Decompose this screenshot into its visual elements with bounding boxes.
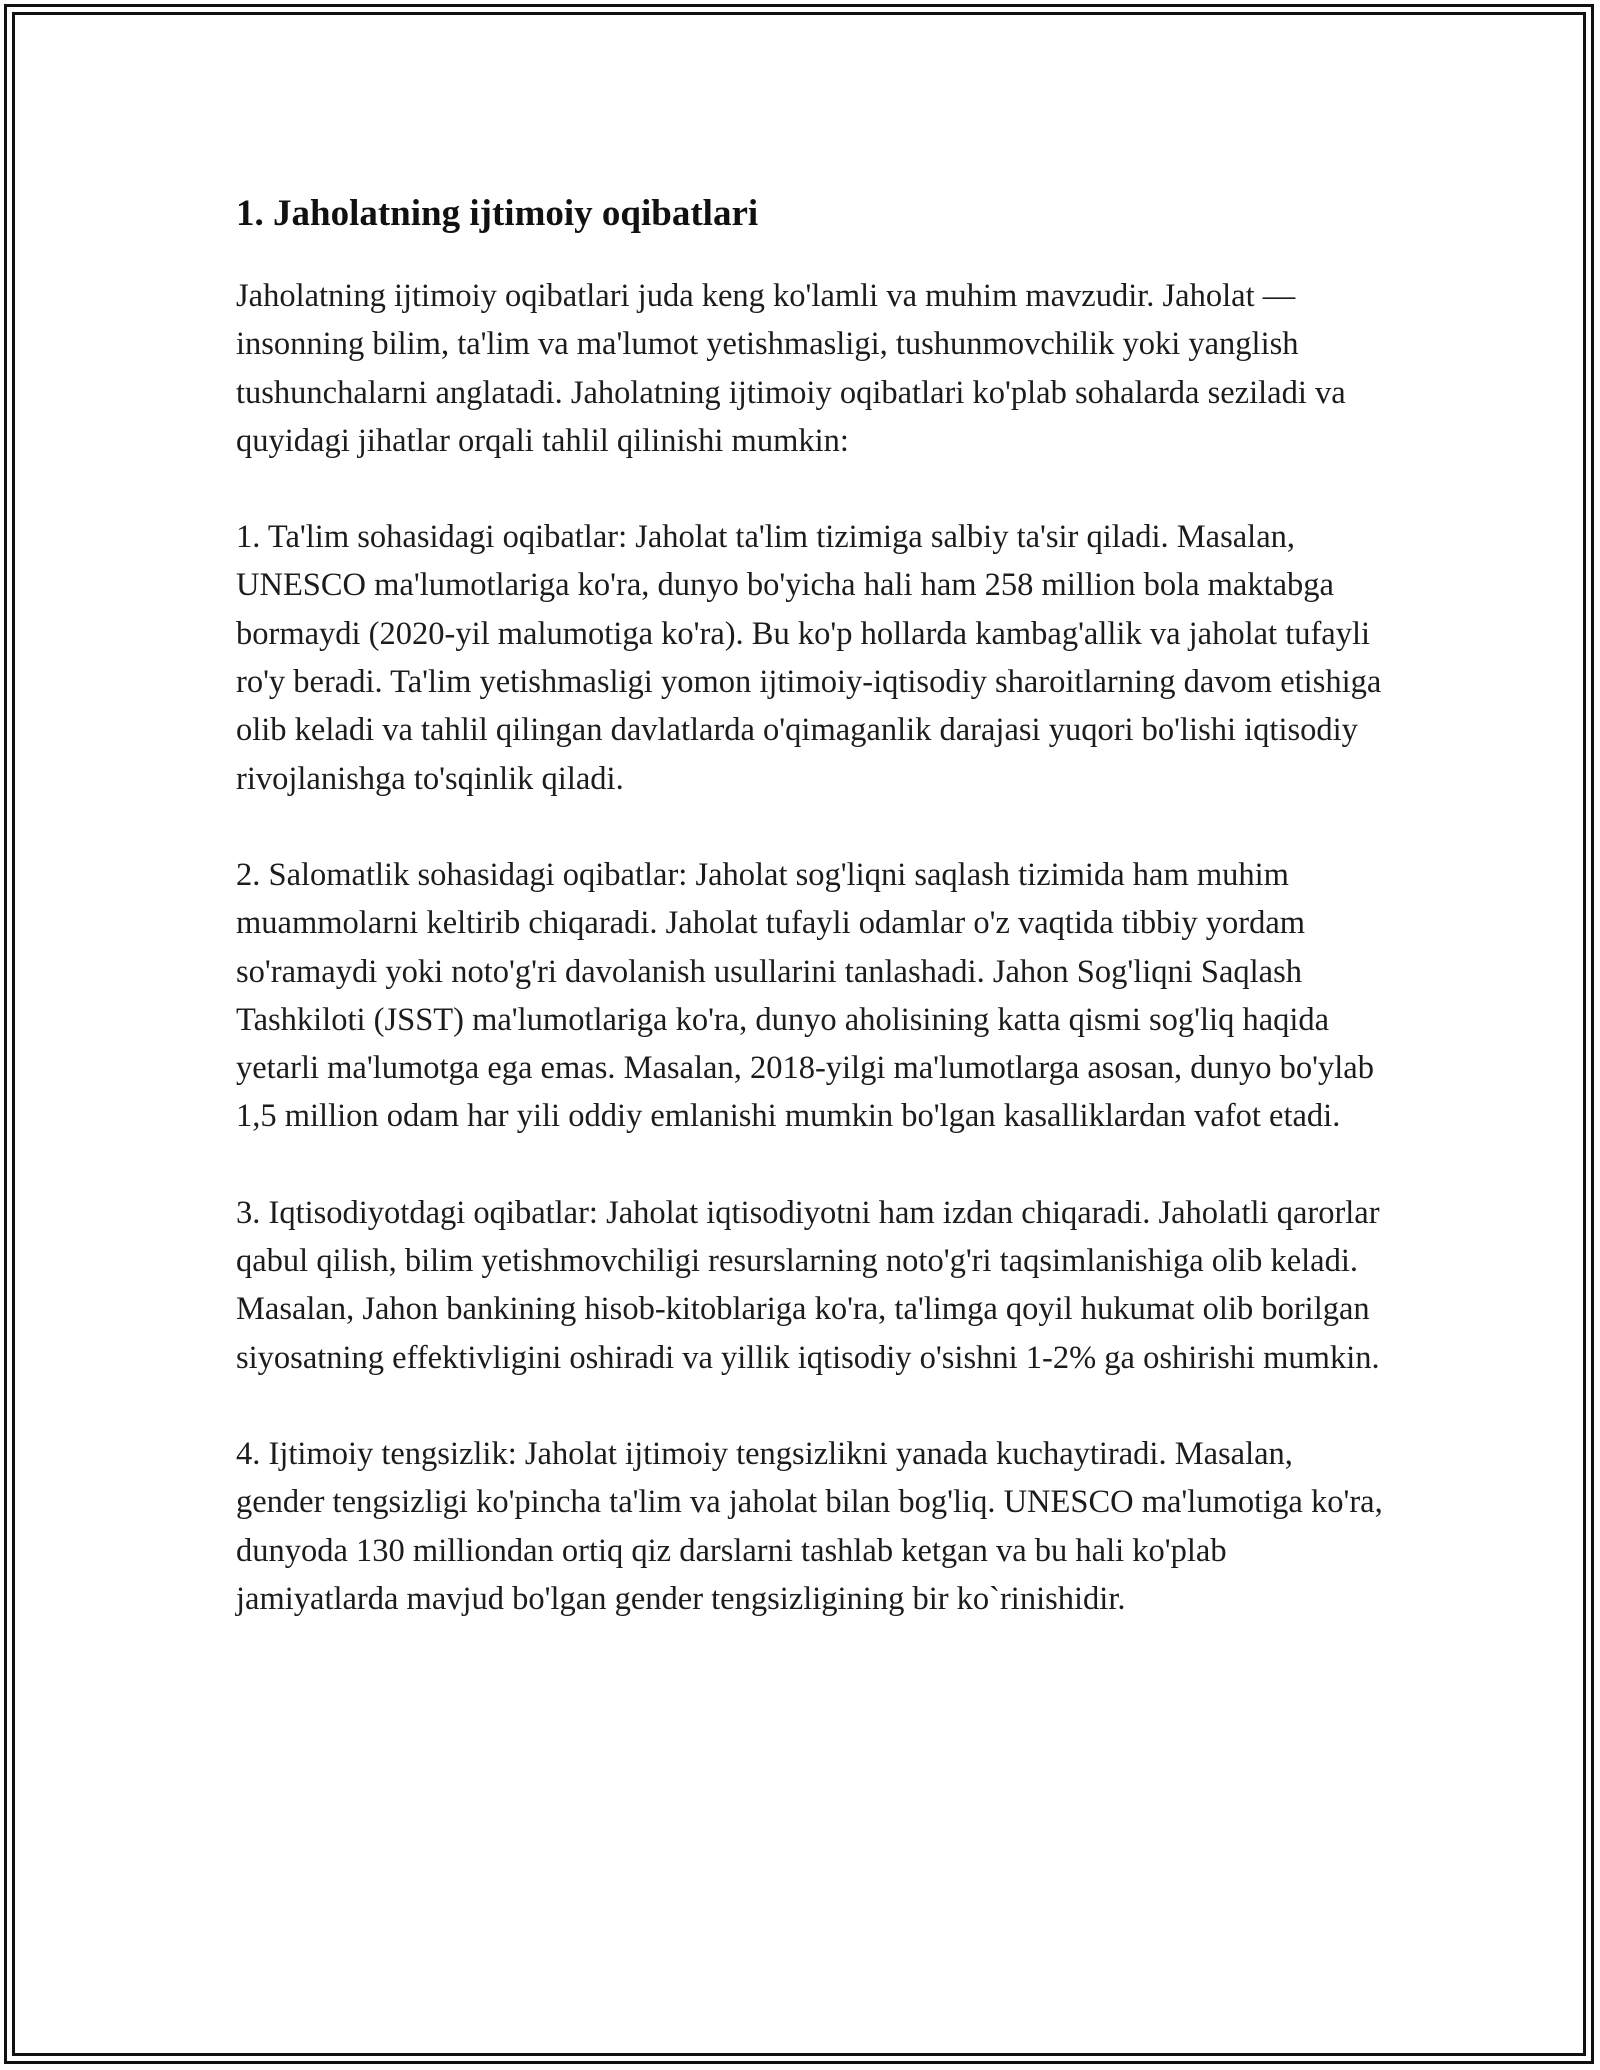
paragraph-economy: 3. Iqtisodiyotdagi oqibatlar: Jaholat iqtisodiyotni ham izdan chiqaradi. Jaholatli qarorlar qabul qilish, bilim yetishmovchiligi resurslarning noto'g'ri taqsimlanishiga olib keladi. Masalan, Jahon bankining hisob-kitoblariga ko'ra, ta'limga qoyil hukumat olib borilgan siyosatning effektivligini oshiradi va yillik iqtisodiy o'sishni 1-2% ga oshirishi mumkin. <box>236 1194 1380 1376</box>
paragraph-health: 2. Salomatlik sohasidagi oqibatlar: Jaholat sog'liqni saqlash tizimida ham muhim muammolarni keltirib chiqaradi. Jaholat tufayli odamlar o'z vaqtida tibbiy yordam so'ramaydi yoki noto'g'ri davolanish usullarini tanlashadi. Jahon Sog'liqni Saqlash Tashkiloti (JSST) ma'lumotlariga ko'ra, dunyo aholisining katta qismi sog'liq haqida yetarli ma'lumotga ega emas. Masalan, 2018-yilgi ma'lumotlarga asosan, dunyo bo'ylab 1,5 million odam har yili oddiy emlanishi mumkin bo'lgan kasalliklardan vafot etadi. <box>236 856 1374 1135</box>
paragraph-inequality: 4. Ijtimoiy tengsizlik: Jaholat ijtimoiy tengsizlikni yanada kuchaytiradi. Masalan, gender tengsizligi ko'pincha ta'lim va jaholat bilan bog'liq. UNESCO ma'lumotiga ko'ra, dunyoda 130 milliondan ortiq qiz darslarni tashlab ketgan va bu hali ko'plab jamiyatlarda mavjud bo'lgan gender tengsizligining bir ko`rinishidir. <box>236 1435 1383 1617</box>
section-title: 1. Jaholatning ijtimoiy oqibatlari <box>236 193 759 234</box>
document-body <box>236 186 1386 1671</box>
paragraph-education: 1. Ta'lim sohasidagi oqibatlar: Jaholat ta'lim tizimiga salbiy ta'sir qiladi. Masalan, UNESCO ma'lumotlariga ko'ra, dunyo bo'yicha hali ham 258 million bola maktabga bormaydi (2020-yil malumotiga ko'ra). Bu ko'p hollarda kambag'allik va jaholat tufayli ro'y beradi. Ta'lim yetishmasligi yomon ijtimoiy-iqtisodiy sharoitlarning davom etishiga olib keladi va tahlil qilingan davlatlarda o'qimaganlik darajasi yuqori bo'lishi iqtisodiy rivojlanishga to'sqinlik qiladi. <box>236 519 1382 797</box>
intro-paragraph: Jaholatning ijtimoiy oqibatlari juda keng ko'lamli va muhim mavzudir. Jaholat — insonning bilim, ta'lim va ma'lumot yetishmasligi, tushunmovchilik yoki yanglish tushunchalarni anglatadi. Jaholatning ijtimoiy oqibatlari ko'plab sohalarda seziladi va quyidagi jihatlar orqali tahlil qilinishi mumkin: <box>236 278 1346 459</box>
